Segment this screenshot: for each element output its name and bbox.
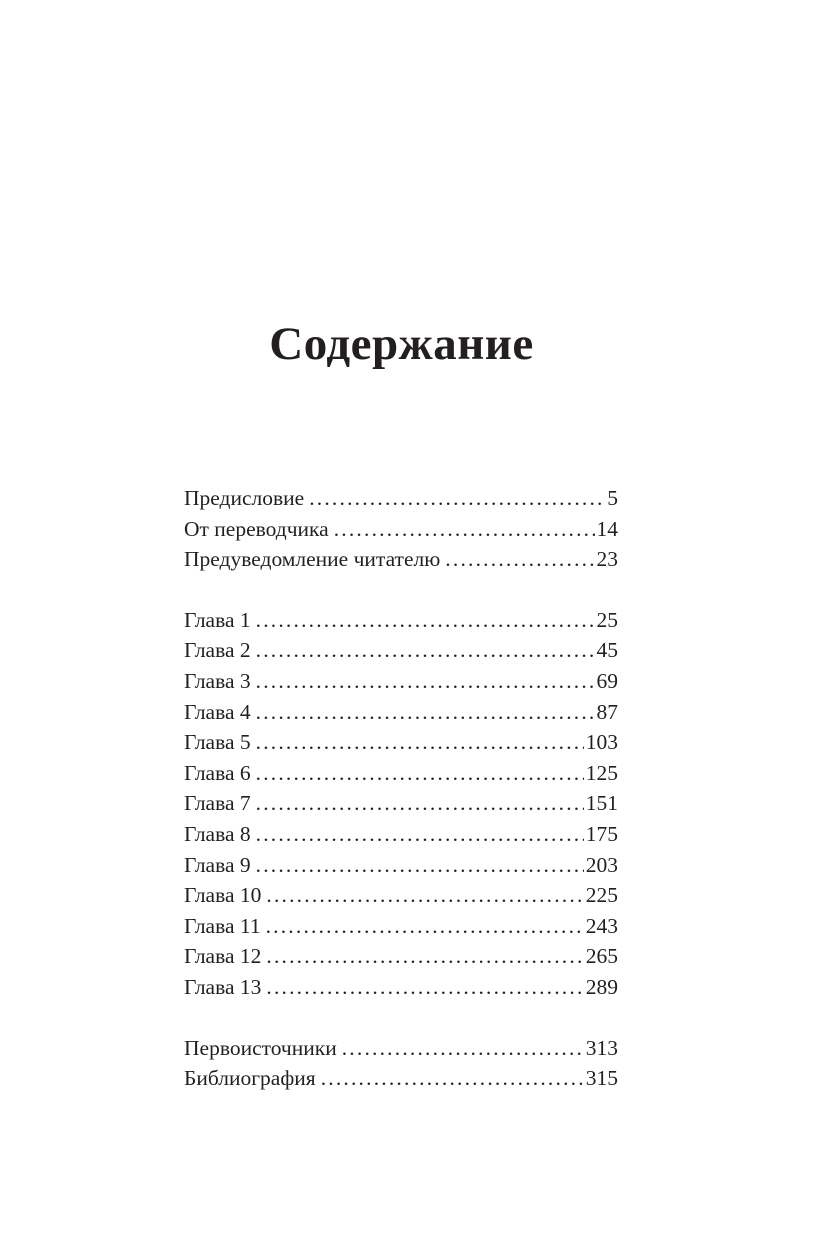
dot-leader xyxy=(321,1063,584,1094)
toc-entry-preface[interactable] xyxy=(184,483,618,514)
toc-entry-title: Глава 7 xyxy=(184,791,251,816)
dot-leader xyxy=(256,727,584,758)
toc-entry-page: 69 xyxy=(596,668,618,693)
table-of-contents xyxy=(184,483,618,1094)
toc-entry-title: Глава 12 xyxy=(184,944,262,969)
dot-leader xyxy=(266,880,583,911)
toc-chapters xyxy=(184,605,618,1003)
toc-entry-title: Глава 1 xyxy=(184,607,251,632)
toc-entry-page: 45 xyxy=(596,638,618,663)
toc-entry-page: 103 xyxy=(585,730,618,755)
toc-entry-page: 243 xyxy=(585,913,618,938)
toc-entry-chapter-1[interactable] xyxy=(184,605,618,636)
toc-entry-title: Предисловие xyxy=(184,486,305,510)
toc-entry-page: 225 xyxy=(585,883,618,908)
dot-leader xyxy=(256,850,584,881)
toc-entry-page: 315 xyxy=(585,1066,618,1091)
dot-leader xyxy=(256,788,584,819)
toc-entry-title: Первоисточники xyxy=(184,1035,337,1060)
toc-entry-title: От переводчика xyxy=(184,516,329,541)
toc-entry-page: 5 xyxy=(607,486,618,510)
toc-entry-primary-sources[interactable] xyxy=(184,1033,618,1064)
toc-entry-chapter-8[interactable] xyxy=(184,819,618,850)
dot-leader xyxy=(256,666,595,697)
dot-leader xyxy=(266,941,583,972)
toc-entry-chapter-5[interactable] xyxy=(184,727,618,758)
toc-entry-title: Глава 3 xyxy=(184,668,251,693)
toc-entry-title: Глава 13 xyxy=(184,974,262,999)
toc-entry-title: Глава 2 xyxy=(184,638,251,663)
toc-entry-title: Глава 4 xyxy=(184,699,251,724)
dot-leader xyxy=(256,605,595,636)
toc-entry-page: 14 xyxy=(596,516,618,541)
toc-entry-title: Предуведомление читателю xyxy=(184,547,441,572)
toc-entry-page: 175 xyxy=(585,821,618,846)
toc-entry-page: 265 xyxy=(585,944,618,969)
toc-entry-title: Глава 5 xyxy=(184,730,251,755)
dot-leader xyxy=(256,697,595,728)
dot-leader xyxy=(256,635,595,666)
toc-entry-chapter-10[interactable] xyxy=(184,880,618,911)
dot-leader xyxy=(342,1033,584,1064)
toc-entry-page: 23 xyxy=(596,547,618,572)
dot-leader xyxy=(309,483,605,514)
toc-entry-chapter-13[interactable] xyxy=(184,972,618,1003)
toc-entry-chapter-6[interactable] xyxy=(184,758,618,789)
toc-entry-title: Библиография xyxy=(184,1066,316,1091)
toc-entry-bibliography[interactable] xyxy=(184,1063,618,1094)
toc-entry-page: 125 xyxy=(585,760,618,785)
toc-front-matter xyxy=(184,483,618,575)
toc-entry-translator-note[interactable] xyxy=(184,514,618,545)
toc-entry-reader-notice[interactable] xyxy=(184,544,618,575)
dot-leader xyxy=(334,514,595,545)
toc-entry-page: 313 xyxy=(585,1035,618,1060)
dot-leader xyxy=(266,911,584,942)
toc-entry-chapter-4[interactable] xyxy=(184,697,618,728)
page-title: Содержание xyxy=(269,318,534,371)
toc-entry-chapter-2[interactable] xyxy=(184,635,618,666)
toc-entry-title: Глава 8 xyxy=(184,821,251,846)
toc-entry-title: Глава 11 xyxy=(184,913,261,938)
dot-leader xyxy=(256,758,584,789)
toc-entry-chapter-9[interactable] xyxy=(184,850,618,881)
toc-entry-page: 203 xyxy=(585,852,618,877)
toc-entry-chapter-12[interactable] xyxy=(184,941,618,972)
toc-entry-page: 25 xyxy=(596,607,618,632)
dot-leader xyxy=(256,819,584,850)
toc-back-matter xyxy=(184,1033,618,1094)
toc-entry-page: 87 xyxy=(596,699,618,724)
dot-leader xyxy=(266,972,583,1003)
toc-entry-chapter-11[interactable] xyxy=(184,911,618,942)
toc-entry-page: 151 xyxy=(585,791,618,816)
toc-entry-title: Глава 10 xyxy=(184,883,262,908)
toc-entry-page: 289 xyxy=(585,974,618,999)
toc-entry-chapter-3[interactable] xyxy=(184,666,618,697)
toc-entry-chapter-7[interactable] xyxy=(184,788,618,819)
toc-entry-title: Глава 9 xyxy=(184,852,251,877)
toc-entry-title: Глава 6 xyxy=(184,760,251,785)
dot-leader xyxy=(445,544,594,575)
